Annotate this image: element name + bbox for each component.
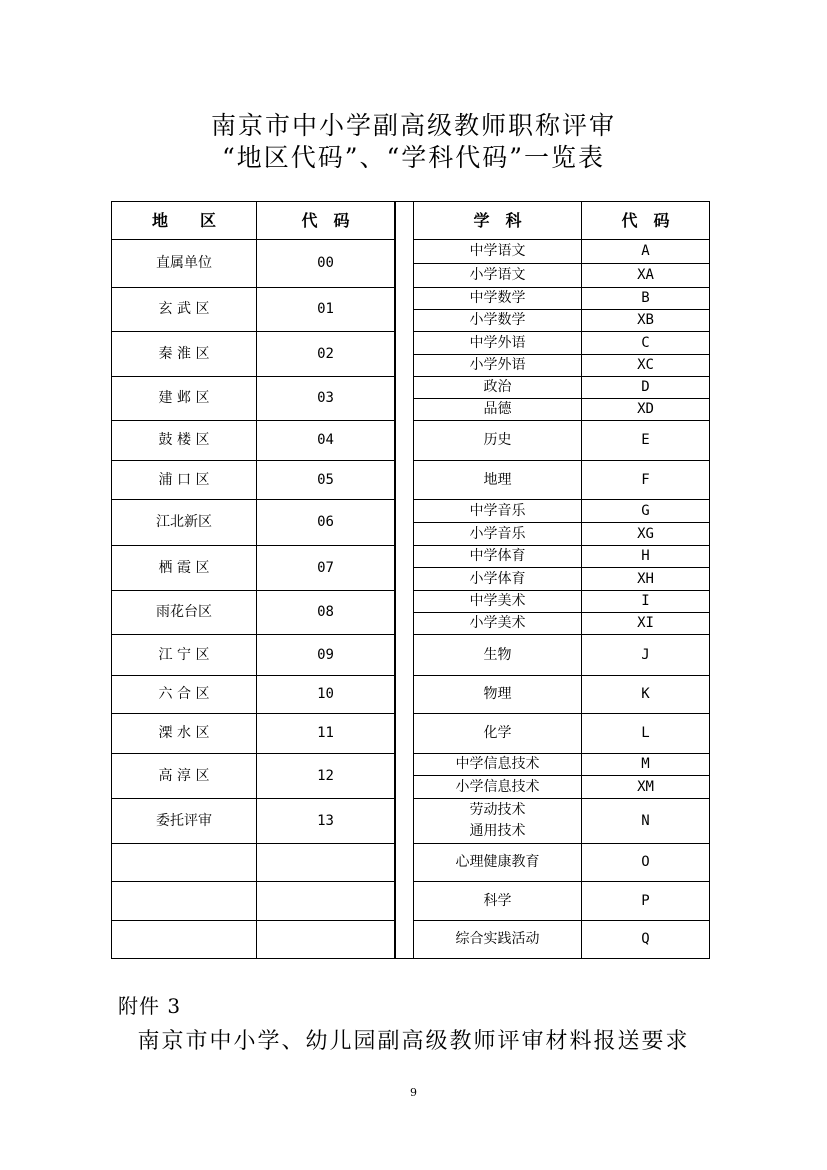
subject-code: N [582,799,710,844]
region-name: 雨花台区 [112,591,257,635]
region-name: 江北新区 [112,500,257,546]
table-spacer-column [396,202,414,959]
subject-code-header: 代 码 [582,202,710,240]
region-code [257,921,395,959]
table-row [112,754,395,799]
region-name: 鼓 楼 区 [112,421,257,461]
table-row [396,421,710,461]
table-row [396,500,710,523]
region-code: 12 [257,754,395,799]
subject-name: 中学体育 [414,546,582,568]
table-row [396,288,710,310]
region-name [112,882,257,921]
subject-code: XD [582,399,710,421]
region-name [112,844,257,882]
table-row [112,377,395,421]
subject-code: H [582,546,710,568]
region-code: 09 [257,635,395,676]
table-row [112,332,395,377]
table-row [396,714,710,754]
subject-name-two-line [414,799,582,844]
table-row [396,635,710,676]
subject-name: 化学 [414,714,582,754]
subject-name: 中学外语 [414,332,582,355]
subject-code: XI [582,613,710,635]
region-name: 高 淳 区 [112,754,257,799]
table-row [112,546,395,591]
table-row [112,635,395,676]
table-row [396,523,710,546]
table-row [396,377,710,399]
table-row [396,754,710,776]
subject-code: O [582,844,710,882]
subject-code: I [582,591,710,613]
subject-name: 心理健康教育 [414,844,582,882]
region-code: 11 [257,714,395,754]
table-row [396,613,710,635]
subject-code: XC [582,355,710,377]
region-code: 01 [257,288,395,332]
subject-name: 政治 [414,377,582,399]
region-code: 02 [257,332,395,377]
table-row [112,882,395,921]
subject-name: 科学 [414,882,582,921]
subject-code: XM [582,776,710,799]
region-name: 玄 武 区 [112,288,257,332]
subject-code: K [582,676,710,714]
table-row [112,500,395,546]
subject-name: 生物 [414,635,582,676]
region-name: 溧 水 区 [112,714,257,754]
subject-code: C [582,332,710,355]
region-name: 江 宁 区 [112,635,257,676]
table-row [112,591,395,635]
subject-code-table [395,201,710,959]
subject-name: 中学语文 [414,240,582,264]
subject-name: 综合实践活动 [414,921,582,959]
subject-name: 中学音乐 [414,500,582,523]
region-code: 07 [257,546,395,591]
table-row [396,882,710,921]
region-name: 栖 霞 区 [112,546,257,591]
table-row [396,844,710,882]
region-code [257,844,395,882]
table-row [112,921,395,959]
table-row [112,461,395,500]
region-name: 建 邺 区 [112,377,257,421]
table-row [112,240,395,288]
subject-code: B [582,288,710,310]
region-name: 秦 淮 区 [112,332,257,377]
subject-name-line2: 通用技术 [469,823,526,839]
subject-code: M [582,754,710,776]
subject-code: Q [582,921,710,959]
table-row [396,332,710,355]
subject-code: D [582,377,710,399]
region-code: 00 [257,240,395,288]
table-row [112,676,395,714]
subject-code: L [582,714,710,754]
table-row [396,240,710,264]
subject-code: F [582,461,710,500]
subject-code: E [582,421,710,461]
region-code: 08 [257,591,395,635]
document-title-line-2: “地区代码”、“学科代码”一览表 [221,143,606,172]
table-row [112,844,395,882]
subject-name: 中学信息技术 [414,754,582,776]
subject-code: XG [582,523,710,546]
subject-code: XA [582,264,710,288]
subject-name: 小学体育 [414,568,582,591]
table-row [396,799,710,844]
region-name: 委托评审 [112,799,257,844]
region-code: 06 [257,500,395,546]
table-row [396,568,710,591]
attachment-label: 附件 3 [118,994,182,1018]
region-code: 05 [257,461,395,500]
document-title-line-1: 南京市中小学副高级教师职称评审 [210,111,616,140]
subject-name: 小学信息技术 [414,776,582,799]
page-number: 9 [410,1086,417,1099]
table-row [112,799,395,844]
subject-name: 小学语文 [414,264,582,288]
region-code: 04 [257,421,395,461]
subject-name: 小学外语 [414,355,582,377]
table-row [396,355,710,377]
subject-code: XB [582,310,710,332]
table-row [112,714,395,754]
subject-code: XH [582,568,710,591]
region-name: 浦 口 区 [112,461,257,500]
table-row [396,676,710,714]
region-code-table [111,201,395,959]
subject-name: 中学数学 [414,288,582,310]
subject-name: 小学音乐 [414,523,582,546]
subject-name: 物理 [414,676,582,714]
table-row [396,591,710,613]
table-row [396,461,710,500]
subject-name: 历史 [414,421,582,461]
region-code-header: 代 码 [257,202,395,240]
region-name: 直属单位 [112,240,257,288]
region-name [112,921,257,959]
region-name: 六 合 区 [112,676,257,714]
subject-name: 小学美术 [414,613,582,635]
subject-name: 小学数学 [414,310,582,332]
subject-name: 品德 [414,399,582,421]
subject-code: P [582,882,710,921]
region-code: 10 [257,676,395,714]
subject-name: 地理 [414,461,582,500]
subject-code: J [582,635,710,676]
attachment-title: 南京市中小学、幼儿园副高级教师评审材料报送要求 [137,1029,690,1054]
table-row [396,264,710,288]
table-row [396,776,710,799]
subject-name-line1: 劳动技术 [469,802,526,818]
table-row [396,310,710,332]
region-code [257,882,395,921]
table-row [396,921,710,959]
subject-header: 学 科 [414,202,582,240]
region-header: 地 区 [112,202,257,240]
subject-code: G [582,500,710,523]
table-row [112,288,395,332]
table-row [112,421,395,461]
region-code: 03 [257,377,395,421]
table-row [396,399,710,421]
subject-name: 中学美术 [414,591,582,613]
table-row [396,546,710,568]
region-code: 13 [257,799,395,844]
subject-code: A [582,240,710,264]
